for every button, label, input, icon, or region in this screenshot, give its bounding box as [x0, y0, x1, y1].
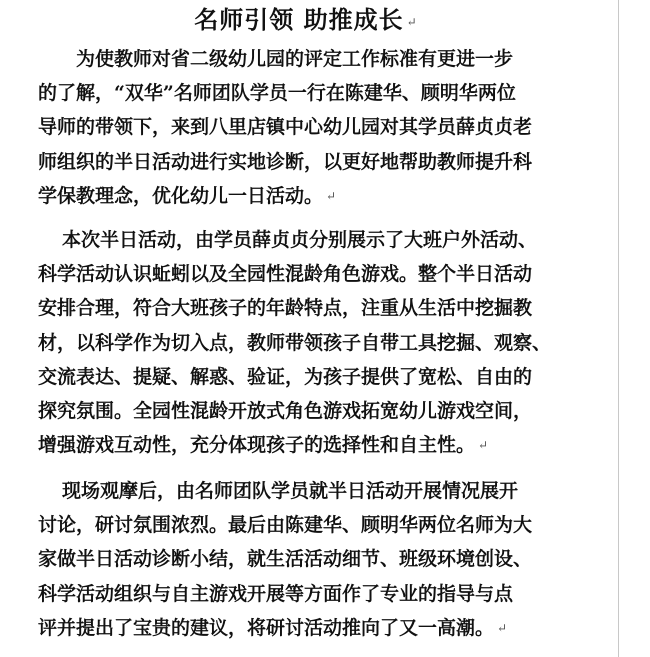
paragraph-3: [38, 474, 598, 645]
paragraph-line: 导师的带领下，来到八里店镇中心幼儿园对其学员薛贞贞老: [38, 116, 533, 139]
paragraph-line-text: 学保教理念，优化幼儿一日活动。: [38, 184, 324, 207]
paragraph-line-last: [38, 428, 598, 462]
paragraph-mark-icon: ↵: [497, 620, 508, 635]
paragraph-line-text: 评并提出了宝贵的建议，将研讨活动推向了又一高潮。: [38, 616, 495, 639]
paragraph-1: [38, 42, 598, 213]
paragraph-mark-icon: ↵: [478, 438, 489, 453]
paragraph-line: 讨论，研讨氛围浓烈。最后由陈建华、顾明华两位名师为大: [38, 514, 533, 537]
paragraph-line: 为使教师对省二级幼儿园的评定工作标准有更进一步: [76, 48, 514, 70]
paragraph-line-text: 增强游戏互动性，充分体现孩子的选择性和自主性。: [38, 434, 476, 457]
paragraph-mark-icon: ↵: [326, 188, 337, 203]
page-edge-divider: [618, 0, 619, 657]
paragraph-line: 材，以科学作为切入点，教师带领孩子自带工具挖掘、观察、: [38, 331, 552, 354]
paragraph-line: 家做半日活动诊断小结，就生活活动细节、班级环境创设、: [38, 548, 533, 571]
paragraph-line: 探究氛围。全园性混龄开放式角色游戏拓宽幼儿游戏空间，: [38, 399, 533, 422]
paragraph-line: 现场观摩后，由名师团队学员就半日活动开展情况展开: [62, 480, 519, 502]
paragraph-line: 科学活动认识蚯蚓以及全园性混龄角色游戏。整个半日活动: [38, 263, 533, 286]
paragraph-line: 本次半日活动，由学员薛贞贞分别展示了大班户外活动、: [62, 229, 538, 251]
paragraph-line-last: [38, 179, 598, 213]
paragraph-line: 的了解，“双华”名师团队学员一行在陈建华、顾明华两位: [38, 82, 516, 105]
document-title: [0, 4, 612, 38]
paragraph-line: 师组织的半日活动进行实地诊断，以更好地帮助教师提升科: [38, 150, 533, 173]
paragraph-line: 交流表达、提疑、解惑、验证，为孩子提供了宽松、自由的: [38, 365, 533, 388]
paragraph-2: [38, 223, 598, 462]
paragraph-line: 科学活动组织与自主游戏开展等方面作了专业的指导与点: [38, 582, 514, 605]
paragraph-line-last: [38, 611, 598, 645]
document-title-text: 名师引领 助推成长: [194, 5, 404, 34]
paragraph-line: 安排合理，符合大班孩子的年龄特点，注重从生活中挖掘教: [38, 297, 533, 320]
paragraph-mark-icon: ↵: [406, 15, 418, 29]
